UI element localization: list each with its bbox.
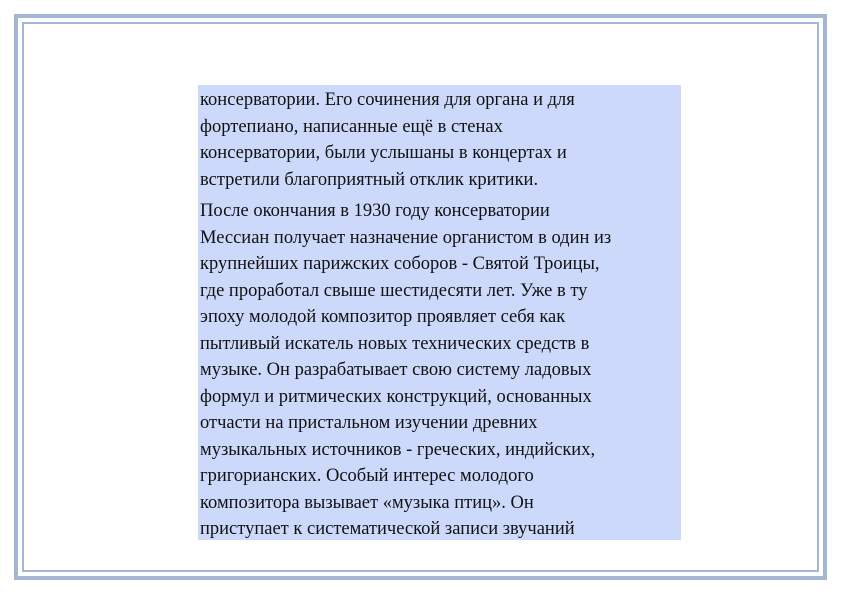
paragraph-1 bbox=[200, 87, 681, 193]
text-line: приступает к систематической записи звучаний bbox=[200, 519, 575, 539]
text-line: встретили благоприятный отклик критики. bbox=[200, 169, 539, 190]
text-line: крупнейших парижских соборов - Святой Троицы, bbox=[200, 254, 600, 274]
text-box[interactable] bbox=[198, 85, 681, 540]
text-line: формул и ритмических конструкций, основанных bbox=[200, 386, 592, 407]
text-line: где проработал свыше шестидесяти лет. Уже в ту bbox=[200, 280, 588, 301]
text-line: музыкальных источников - греческих, индийских, bbox=[200, 439, 596, 460]
paragraph-2 bbox=[200, 198, 681, 540]
text-line: эпоху молодой композитор проявляет себя как bbox=[200, 307, 566, 327]
text-line: После окончания в 1930 году консерватории bbox=[200, 201, 550, 221]
text-line: григорианских. Особый интерес молодого bbox=[200, 466, 534, 486]
text-line: композитора вызывает «музыка птиц». Он bbox=[200, 492, 534, 513]
text-line: музыке. Он разрабатывает свою систему ладовых bbox=[200, 360, 592, 380]
text-line: Мессиан получает назначение органистом в один из bbox=[200, 227, 612, 248]
text-line: фортепиано, написанные ещё в стенах bbox=[200, 116, 503, 137]
text-line: консерватории, были услышаны в концертах и bbox=[200, 143, 567, 163]
text-line: отчасти на пристальном изучении древних bbox=[200, 413, 538, 433]
text-line: пытливый искатель новых технических средств в bbox=[200, 333, 590, 354]
text-line: консерватории. Его сочинения для органа и для bbox=[200, 90, 575, 110]
